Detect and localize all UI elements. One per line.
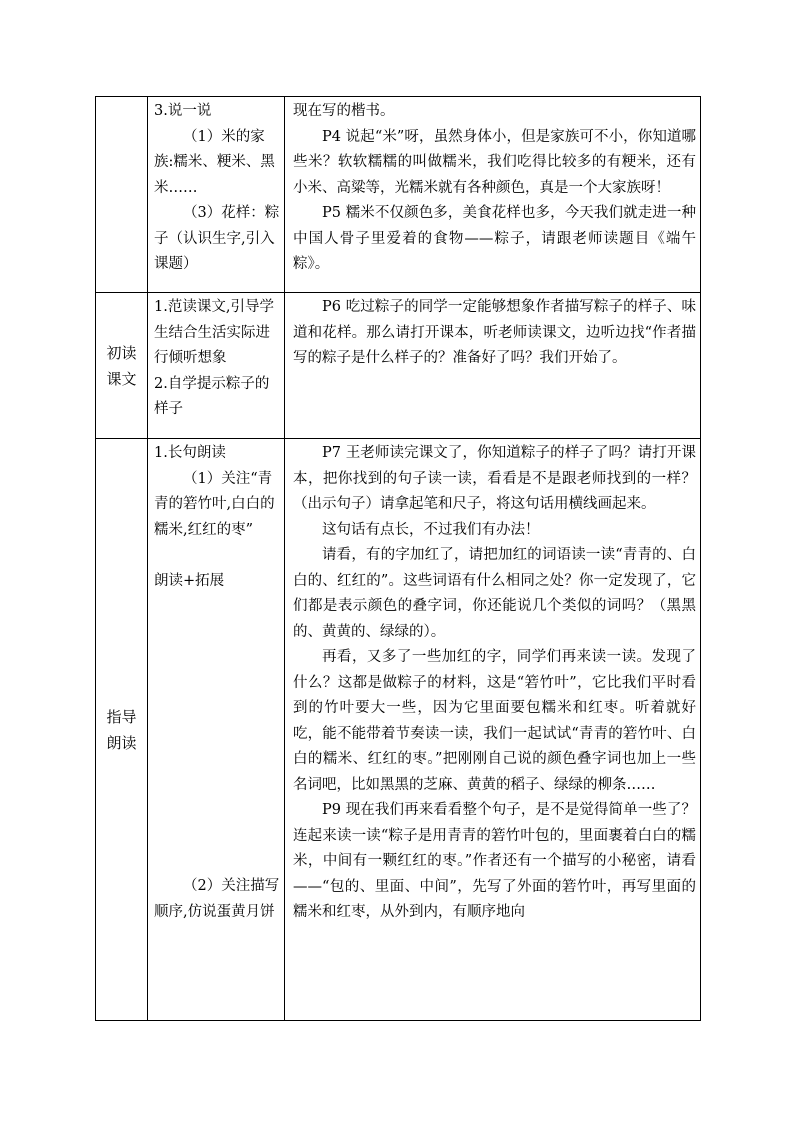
script-paragraph: P9 现在我们再来看看整个句子，是不是觉得简单一些了？连起来读一读“粽子是用青青的箬竹叶包的，里面裹着白白的糯米，中间有一颗红红的枣。”作者还有一个描写的小秘密，请看——“包的、里面、中间”，先写了外面的箬竹叶，再写里面的糯米和红枣，从外到内，有顺序地向	[293, 802, 696, 920]
script-cell	[285, 97, 701, 293]
activity-text: （1）关注“青青的箬竹叶,白白的糯米,红红的枣”	[154, 470, 275, 538]
activity-text: （2）关注描写顺序,仿说蛋黄月饼	[154, 878, 280, 920]
script-paragraph: P4 说起“米”呀，虽然身体小，但是家族可不小，你知道哪些米？软软糯糯的叫做糯米，我们吃得比较多的有粳米，还有小米、高粱等，光糯米就有各种颜色，真是一个大家族呀！	[293, 128, 696, 196]
activity-cell	[148, 293, 285, 439]
activity-text: 1.长句朗读	[154, 445, 226, 461]
script-paragraph: 请看，有的字加红了，请把加红的词语读一读“青青的、白白的、红红的”。这些词语有什么相同之处？你一定发现了，它们都是表示颜色的叠字词，你还能说几个类似的词吗？（黑黑的、黄黄的、绿绿的）。	[293, 547, 696, 640]
activity-text: 1.范读课文,引导学生结合生活实际进行倾听想象	[154, 299, 274, 366]
activity-cell	[148, 439, 285, 1021]
activity-text: 朗读+拓展	[154, 572, 225, 589]
table-row	[96, 97, 701, 293]
activity-text: （3）花样：粽子（认识生字,引入课题）	[154, 205, 280, 272]
script-paragraph: 这句话有点长，不过我们有办法！	[322, 521, 540, 538]
stage-label	[96, 97, 148, 293]
script-paragraph: P7 王老师读完课文了，你知道粽子的样子了吗？请打开课本，把你找到的句子读一读，看看是不是跟老师找到的一样？（出示句子）请拿起笔和尺子，将这句话用横线画起来。	[293, 445, 696, 512]
table-row	[96, 439, 701, 1021]
activity-text: （1）米的家族:糯米、粳米、黑米……	[154, 128, 275, 196]
script-cell	[285, 439, 701, 1021]
script-paragraph: P5 糯米不仅颜色多，美食花样也多，今天我们就走进一种中国人骨子里爱着的食物——粽子，请跟老师读题目《端午粽》。	[293, 205, 696, 272]
activity-cell	[148, 97, 285, 293]
table-row	[96, 293, 701, 439]
script-paragraph: 再看，又多了一些加红的字，同学们再来读一读。发现了什么？这都是做粽子的材料，这是“箬竹叶”，它比我们平时看到的竹叶要大一些，因为它里面要包糯米和红枣。听着就好吃，能不能带着节奏读一读，我们一起试试“青青的箬竹叶、白白的糯米、红红的枣。”把刚刚自己说的颜色叠字词也加上一些名词吧，比如黑黑的芝麻、黄黄的稻子、绿绿的柳条……	[293, 649, 696, 793]
script-paragraph: P6 吃过粽子的同学一定能够想象作者描写粽子的样子、味道和花样。那么请打开课本，听老师读课文，边听边找“作者描写的粽子是什么样子的？准备好了吗？我们开始了。	[293, 299, 696, 366]
stage-label: 指导朗读	[96, 439, 148, 1021]
lesson-plan-table	[95, 96, 701, 1021]
activity-text: 3.说一说	[154, 103, 212, 119]
stage-label: 初读课文	[96, 293, 148, 439]
script-paragraph: 现在写的楷书。	[293, 103, 395, 119]
script-cell	[285, 293, 701, 439]
activity-text: 2.自学提示粽子的样子	[154, 375, 270, 417]
